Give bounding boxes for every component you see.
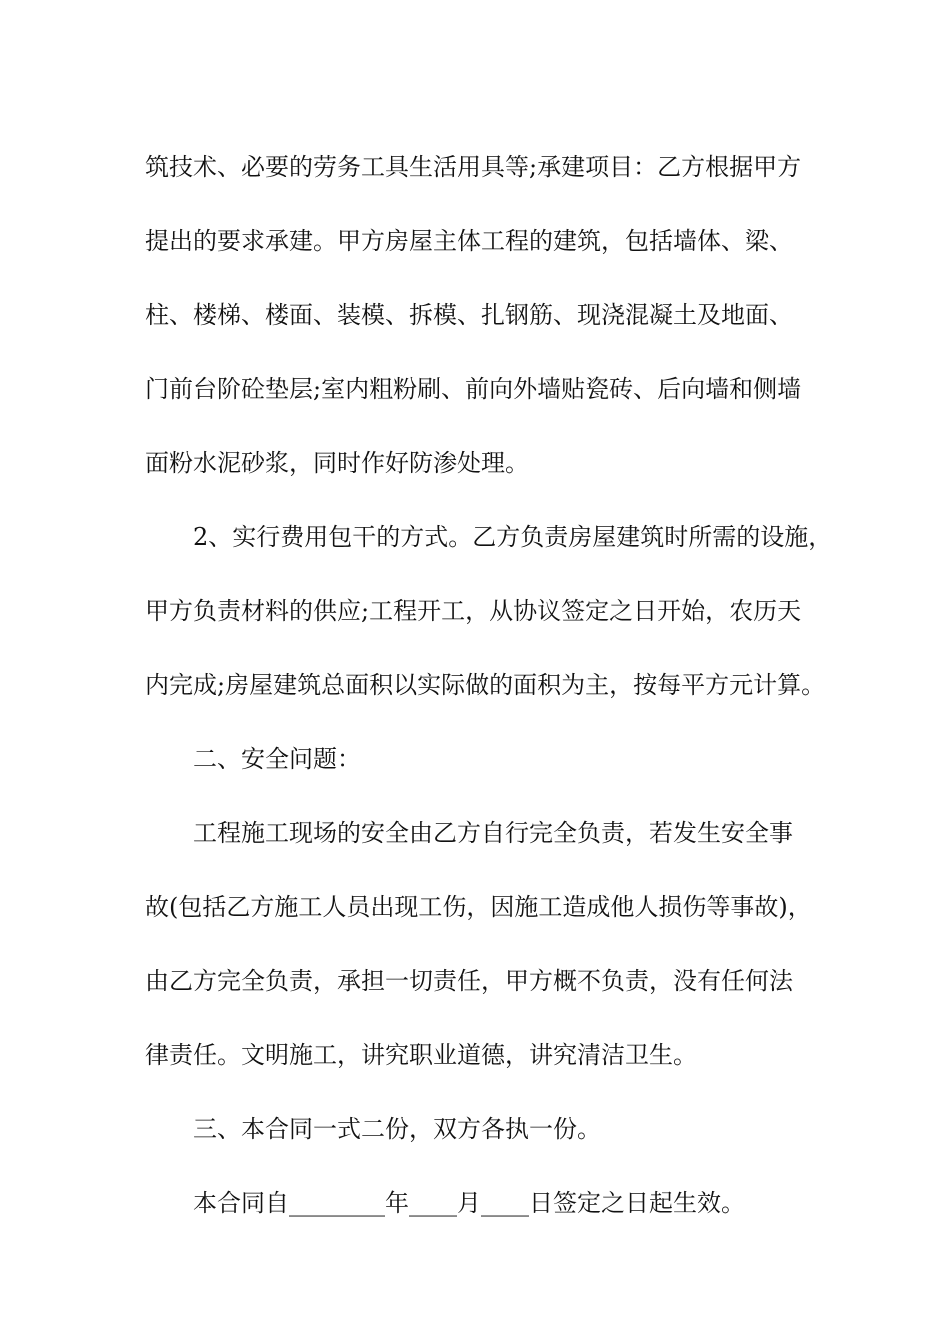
text-line: 律责任。文明施工，讲究职业道德，讲究清洁卫生。 bbox=[145, 1041, 697, 1069]
clause-2-line: 2、实行费用包干的方式。乙方负责房屋建筑时所需的设施， bbox=[193, 523, 833, 551]
text-line: 故(包括乙方施工人员出现工伤，因施工造成他人损伤等事故)， bbox=[145, 893, 812, 921]
text-line: 面粉水泥砂浆，同时作好防渗处理。 bbox=[145, 449, 529, 477]
effective-date-line: 本合同自________年____月____日签定之日起生效。 bbox=[193, 1189, 745, 1217]
document-body bbox=[145, 130, 833, 1240]
text-line: 提出的要求承建。甲方房屋主体工程的建筑，包括墙体、梁、 bbox=[145, 227, 793, 255]
text-line: 门前台阶砼垫层;室内粗粉刷、前向外墙贴瓷砖、后向墙和侧墙 bbox=[145, 375, 802, 403]
text-line: 由乙方完全负责，承担一切责任，甲方概不负责，没有任何法 bbox=[145, 967, 793, 995]
safety-paragraph-line: 工程施工现场的安全由乙方自行完全负责，若发生安全事 bbox=[193, 819, 793, 847]
text-line: 柱、楼梯、楼面、装模、拆模、扎钢筋、现浇混凝土及地面、 bbox=[145, 301, 793, 329]
section-heading-copies: 三、本合同一式二份，双方各执一份。 bbox=[193, 1115, 601, 1143]
text-line: 内完成;房屋建筑总面积以实际做的面积为主，按每平方元计算。 bbox=[145, 671, 826, 699]
section-heading-safety: 二、安全问题： bbox=[193, 745, 361, 773]
text-line: 甲方负责材料的供应;工程开工，从协议签定之日开始，农历天 bbox=[145, 597, 802, 625]
text-line: 筑技术、必要的劳务工具生活用具等;承建项目：乙方根据甲方 bbox=[145, 153, 802, 181]
